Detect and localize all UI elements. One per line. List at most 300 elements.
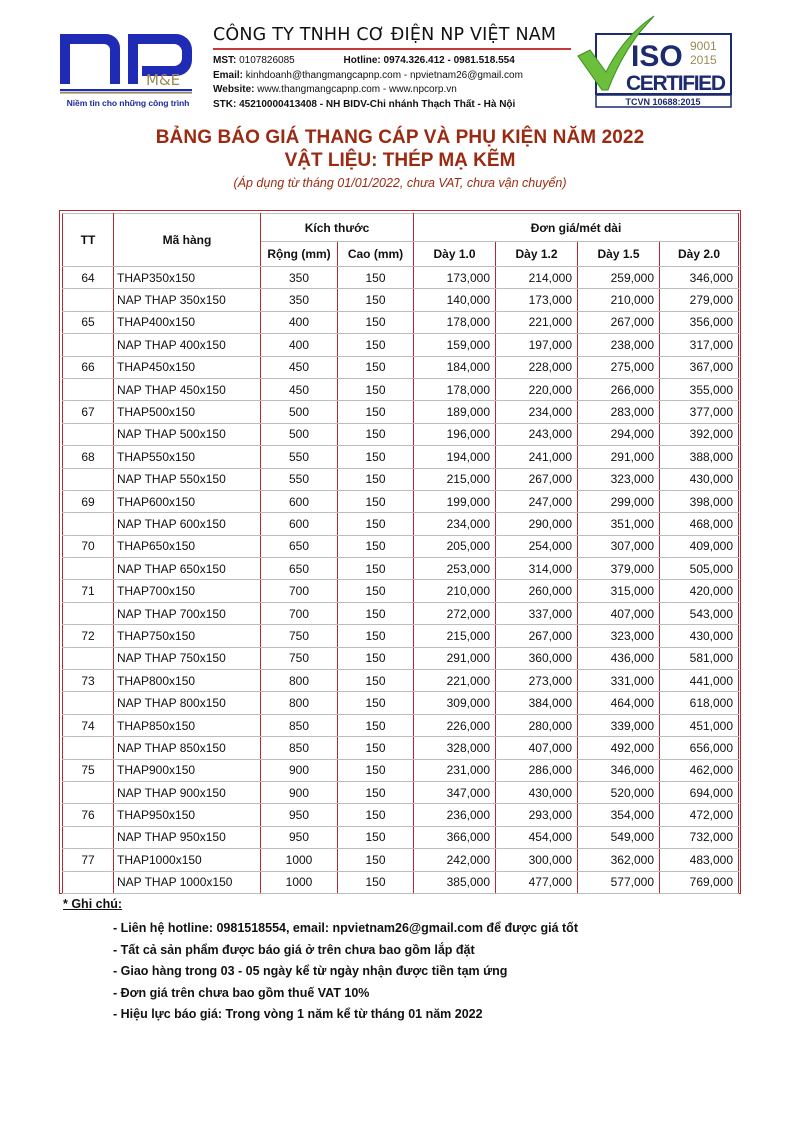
height-mm: 150	[338, 737, 414, 759]
product-code: THAP450x150	[114, 356, 261, 378]
row-number: 77	[63, 849, 114, 871]
product-code: THAP350x150	[114, 267, 261, 289]
note-item: - Hiệu lực báo giá: Trong vòng 1 năm kể từ tháng 01 năm 2022	[113, 1007, 483, 1022]
price-1-2: 214,000	[496, 267, 578, 289]
price-2-0: 317,000	[660, 334, 739, 356]
price-1-0: 215,000	[414, 625, 496, 647]
price-1-2: 267,000	[496, 468, 578, 490]
price-2-0: 392,000	[660, 423, 739, 445]
price-1-2: 220,000	[496, 378, 578, 400]
header-tt: TT	[63, 214, 114, 267]
table-row	[63, 737, 739, 759]
width-mm: 800	[261, 670, 338, 692]
width-mm: 750	[261, 647, 338, 669]
price-1-2: 197,000	[496, 334, 578, 356]
note-item: - Giao hàng trong 03 - 05 ngày kể từ ngày nhận được tiền tạm ứng	[113, 964, 508, 979]
width-mm: 700	[261, 602, 338, 624]
header-thickness-1-5: Dày 1.5	[578, 242, 660, 267]
width-mm: 350	[261, 289, 338, 311]
width-mm: 500	[261, 423, 338, 445]
width-mm: 700	[261, 580, 338, 602]
header-thickness-2-0: Dày 2.0	[660, 242, 739, 267]
price-2-0: 430,000	[660, 468, 739, 490]
width-mm: 1000	[261, 871, 338, 893]
product-code: NAP THAP 600x150	[114, 513, 261, 535]
price-1-5: 210,000	[578, 289, 660, 311]
row-number: 68	[63, 446, 114, 468]
table-row	[63, 692, 739, 714]
product-code: NAP THAP 550x150	[114, 468, 261, 490]
price-1-0: 199,000	[414, 490, 496, 512]
height-mm: 150	[338, 535, 414, 557]
table-row	[63, 490, 739, 512]
price-2-0: 355,000	[660, 378, 739, 400]
height-mm: 150	[338, 804, 414, 826]
mst-label: MST:	[213, 55, 237, 66]
price-1-2: 300,000	[496, 849, 578, 871]
product-code: THAP900x150	[114, 759, 261, 781]
notes-title: * Ghi chú:	[63, 897, 123, 911]
table-header-row	[63, 214, 739, 242]
row-number	[63, 602, 114, 624]
price-1-2: 407,000	[496, 737, 578, 759]
table-row	[63, 670, 739, 692]
height-mm: 150	[338, 423, 414, 445]
price-1-5: 346,000	[578, 759, 660, 781]
product-code: NAP THAP 750x150	[114, 647, 261, 669]
price-2-0: 543,000	[660, 602, 739, 624]
website-label: Website:	[213, 84, 255, 96]
svg-text:9001: 9001	[690, 39, 717, 53]
header-code: Mã hàng	[114, 214, 261, 267]
price-1-0: 210,000	[414, 580, 496, 602]
row-number: 67	[63, 401, 114, 423]
height-mm: 150	[338, 378, 414, 400]
table-row	[63, 647, 739, 669]
price-1-0: 196,000	[414, 423, 496, 445]
price-1-5: 549,000	[578, 826, 660, 848]
width-mm: 900	[261, 781, 338, 803]
table-row	[63, 849, 739, 871]
header-height: Cao (mm)	[338, 242, 414, 267]
price-1-5: 577,000	[578, 871, 660, 893]
price-1-0: 140,000	[414, 289, 496, 311]
product-code: THAP400x150	[114, 311, 261, 333]
width-mm: 950	[261, 804, 338, 826]
np-logo-mark-icon	[58, 28, 198, 96]
row-number: 72	[63, 625, 114, 647]
product-code: THAP700x150	[114, 580, 261, 602]
price-1-0: 226,000	[414, 714, 496, 736]
price-1-5: 283,000	[578, 401, 660, 423]
row-number	[63, 558, 114, 580]
price-1-5: 331,000	[578, 670, 660, 692]
price-1-0: 385,000	[414, 871, 496, 893]
price-2-0: 451,000	[660, 714, 739, 736]
row-number	[63, 737, 114, 759]
price-2-0: 420,000	[660, 580, 739, 602]
height-mm: 150	[338, 267, 414, 289]
product-code: THAP500x150	[114, 401, 261, 423]
table-row	[63, 826, 739, 848]
height-mm: 150	[338, 670, 414, 692]
table-row	[63, 446, 739, 468]
table-row	[63, 378, 739, 400]
email-value[interactable]: kinhdoanh@thangmangcapnp.com - npvietnam26@gmail.com	[245, 69, 523, 81]
price-1-2: 314,000	[496, 558, 578, 580]
price-1-2: 273,000	[496, 670, 578, 692]
website-line	[213, 83, 573, 98]
height-mm: 150	[338, 781, 414, 803]
row-number: 73	[63, 670, 114, 692]
product-code: THAP950x150	[114, 804, 261, 826]
height-mm: 150	[338, 849, 414, 871]
price-1-0: 366,000	[414, 826, 496, 848]
price-1-0: 234,000	[414, 513, 496, 535]
product-code: NAP THAP 700x150	[114, 602, 261, 624]
height-mm: 150	[338, 602, 414, 624]
price-1-2: 228,000	[496, 356, 578, 378]
height-mm: 150	[338, 289, 414, 311]
table-row	[63, 781, 739, 803]
hotline-label: Hotline:	[343, 55, 381, 66]
table-row	[63, 602, 739, 624]
row-number: 69	[63, 490, 114, 512]
price-1-5: 339,000	[578, 714, 660, 736]
svg-text:M&E: M&E	[146, 71, 181, 89]
table-row	[63, 513, 739, 535]
price-1-5: 436,000	[578, 647, 660, 669]
height-mm: 150	[338, 513, 414, 535]
price-1-2: 477,000	[496, 871, 578, 893]
price-1-5: 520,000	[578, 781, 660, 803]
price-2-0: 581,000	[660, 647, 739, 669]
height-mm: 150	[338, 692, 414, 714]
mst-value: 0107826085	[239, 55, 295, 66]
price-1-0: 236,000	[414, 804, 496, 826]
price-1-2: 221,000	[496, 311, 578, 333]
price-1-2: 173,000	[496, 289, 578, 311]
table-row	[63, 535, 739, 557]
row-number	[63, 692, 114, 714]
product-code: NAP THAP 900x150	[114, 781, 261, 803]
height-mm: 150	[338, 446, 414, 468]
product-code: THAP1000x150	[114, 849, 261, 871]
price-1-5: 323,000	[578, 468, 660, 490]
price-2-0: 694,000	[660, 781, 739, 803]
svg-text:ISO: ISO	[631, 40, 683, 73]
price-2-0: 377,000	[660, 401, 739, 423]
price-2-0: 388,000	[660, 446, 739, 468]
width-mm: 600	[261, 490, 338, 512]
price-1-2: 280,000	[496, 714, 578, 736]
price-1-0: 194,000	[414, 446, 496, 468]
price-1-5: 267,000	[578, 311, 660, 333]
height-mm: 150	[338, 871, 414, 893]
width-mm: 1000	[261, 849, 338, 871]
table-row	[63, 423, 739, 445]
width-mm: 550	[261, 446, 338, 468]
height-mm: 150	[338, 580, 414, 602]
price-1-2: 290,000	[496, 513, 578, 535]
email-line	[213, 69, 573, 84]
width-mm: 400	[261, 334, 338, 356]
width-mm: 750	[261, 625, 338, 647]
price-2-0: 398,000	[660, 490, 739, 512]
price-1-2: 454,000	[496, 826, 578, 848]
price-1-2: 241,000	[496, 446, 578, 468]
note-item: - Tất cả sản phẩm được báo giá ở trên chưa bao gồm lắp đặt	[113, 942, 475, 957]
price-1-5: 362,000	[578, 849, 660, 871]
product-code: THAP750x150	[114, 625, 261, 647]
height-mm: 150	[338, 311, 414, 333]
price-2-0: 505,000	[660, 558, 739, 580]
price-1-5: 492,000	[578, 737, 660, 759]
email-label: Email:	[213, 69, 244, 81]
width-mm: 950	[261, 826, 338, 848]
row-number	[63, 871, 114, 893]
price-2-0: 356,000	[660, 311, 739, 333]
table-row	[63, 558, 739, 580]
width-mm: 600	[261, 513, 338, 535]
height-mm: 150	[338, 714, 414, 736]
price-1-2: 384,000	[496, 692, 578, 714]
price-2-0: 462,000	[660, 759, 739, 781]
height-mm: 150	[338, 334, 414, 356]
price-1-5: 259,000	[578, 267, 660, 289]
price-table-frame	[59, 210, 741, 894]
price-1-0: 291,000	[414, 647, 496, 669]
height-mm: 150	[338, 468, 414, 490]
price-1-2: 260,000	[496, 580, 578, 602]
product-code: THAP550x150	[114, 446, 261, 468]
iso-checkmark-icon	[576, 14, 736, 109]
width-mm: 650	[261, 535, 338, 557]
row-number	[63, 781, 114, 803]
document-title: BẢNG BÁO GIÁ THANG CÁP VÀ PHỤ KIỆN NĂM 2022	[155, 127, 645, 148]
price-1-0: 309,000	[414, 692, 496, 714]
bank-account-line	[213, 98, 573, 113]
height-mm: 150	[338, 625, 414, 647]
price-2-0: 409,000	[660, 535, 739, 557]
hotline-value: 0974.326.412 - 0981.518.554	[383, 55, 515, 66]
price-1-5: 379,000	[578, 558, 660, 580]
row-number: 66	[63, 356, 114, 378]
width-mm: 850	[261, 737, 338, 759]
price-2-0: 472,000	[660, 804, 739, 826]
product-code: NAP THAP 1000x150	[114, 871, 261, 893]
price-1-0: 253,000	[414, 558, 496, 580]
price-2-0: 468,000	[660, 513, 739, 535]
svg-text:CERTIFIED: CERTIFIED	[626, 72, 726, 95]
price-1-2: 430,000	[496, 781, 578, 803]
width-mm: 500	[261, 401, 338, 423]
price-1-5: 238,000	[578, 334, 660, 356]
price-1-0: 221,000	[414, 670, 496, 692]
row-number: 74	[63, 714, 114, 736]
table-row	[63, 401, 739, 423]
row-number: 65	[63, 311, 114, 333]
table-row	[63, 714, 739, 736]
header-size-group: Kích thước	[261, 214, 414, 242]
price-1-5: 294,000	[578, 423, 660, 445]
width-mm: 900	[261, 759, 338, 781]
price-1-0: 184,000	[414, 356, 496, 378]
row-number: 76	[63, 804, 114, 826]
price-1-2: 247,000	[496, 490, 578, 512]
price-1-0: 231,000	[414, 759, 496, 781]
price-2-0: 367,000	[660, 356, 739, 378]
height-mm: 150	[338, 558, 414, 580]
price-1-5: 351,000	[578, 513, 660, 535]
height-mm: 150	[338, 647, 414, 669]
price-2-0: 769,000	[660, 871, 739, 893]
price-1-2: 286,000	[496, 759, 578, 781]
svg-text:TCVN 10688:2015: TCVN 10688:2015	[625, 97, 701, 107]
row-number: 71	[63, 580, 114, 602]
price-1-5: 407,000	[578, 602, 660, 624]
table-row	[63, 289, 739, 311]
product-code: NAP THAP 400x150	[114, 334, 261, 356]
header-thickness-1-0: Dày 1.0	[414, 242, 496, 267]
price-1-5: 323,000	[578, 625, 660, 647]
width-mm: 450	[261, 378, 338, 400]
material-title: VẬT LIỆU: THÉP MẠ KẼM	[284, 150, 516, 171]
height-mm: 150	[338, 759, 414, 781]
price-1-0: 272,000	[414, 602, 496, 624]
table-row	[63, 804, 739, 826]
row-number	[63, 423, 114, 445]
price-1-2: 337,000	[496, 602, 578, 624]
price-1-5: 291,000	[578, 446, 660, 468]
website-value[interactable]: www.thangmangcapnp.com - www.npcorp.vn	[257, 84, 457, 96]
width-mm: 550	[261, 468, 338, 490]
product-code: NAP THAP 450x150	[114, 378, 261, 400]
note-item: - Đơn giá trên chưa bao gồm thuế VAT 10%	[113, 985, 370, 1000]
product-code: THAP850x150	[114, 714, 261, 736]
table-row	[63, 759, 739, 781]
price-2-0: 618,000	[660, 692, 739, 714]
table-row	[63, 356, 739, 378]
row-number: 64	[63, 267, 114, 289]
price-2-0: 656,000	[660, 737, 739, 759]
price-2-0: 346,000	[660, 267, 739, 289]
height-mm: 150	[338, 356, 414, 378]
table-row	[63, 625, 739, 647]
price-1-0: 242,000	[414, 849, 496, 871]
price-1-0: 347,000	[414, 781, 496, 803]
product-code: NAP THAP 800x150	[114, 692, 261, 714]
price-2-0: 483,000	[660, 849, 739, 871]
document-subtitle: (Áp dụng từ tháng 01/01/2022, chưa VAT, chưa vận chuyển)	[233, 176, 567, 190]
product-code: THAP650x150	[114, 535, 261, 557]
width-mm: 800	[261, 692, 338, 714]
product-code: NAP THAP 350x150	[114, 289, 261, 311]
price-1-0: 159,000	[414, 334, 496, 356]
height-mm: 150	[338, 826, 414, 848]
height-mm: 150	[338, 490, 414, 512]
price-1-0: 189,000	[414, 401, 496, 423]
iso-certified-badge	[576, 14, 736, 109]
price-1-5: 464,000	[578, 692, 660, 714]
price-1-5: 275,000	[578, 356, 660, 378]
product-code: NAP THAP 500x150	[114, 423, 261, 445]
bank-account-text: STK: 45210000413408 - NH BIDV-Chi nhánh Thạch Thất - Hà Nội	[213, 98, 516, 110]
row-number	[63, 826, 114, 848]
price-2-0: 441,000	[660, 670, 739, 692]
table-row	[63, 334, 739, 356]
row-number	[63, 513, 114, 535]
product-code: NAP THAP 850x150	[114, 737, 261, 759]
row-number	[63, 378, 114, 400]
row-number	[63, 647, 114, 669]
price-1-2: 360,000	[496, 647, 578, 669]
price-1-5: 266,000	[578, 378, 660, 400]
price-1-2: 234,000	[496, 401, 578, 423]
price-1-0: 328,000	[414, 737, 496, 759]
row-number	[63, 334, 114, 356]
table-row	[63, 468, 739, 490]
company-logo	[58, 28, 198, 113]
price-table	[62, 213, 739, 894]
header-width: Rộng (mm)	[261, 242, 338, 267]
tax-and-hotline-line	[213, 54, 573, 69]
price-1-0: 173,000	[414, 267, 496, 289]
company-info-block	[213, 25, 573, 112]
width-mm: 350	[261, 267, 338, 289]
width-mm: 850	[261, 714, 338, 736]
price-1-5: 315,000	[578, 580, 660, 602]
svg-text:2015: 2015	[690, 53, 717, 67]
table-row	[63, 580, 739, 602]
price-1-2: 243,000	[496, 423, 578, 445]
price-1-0: 215,000	[414, 468, 496, 490]
price-1-2: 267,000	[496, 625, 578, 647]
row-number	[63, 289, 114, 311]
header-price-group: Đơn giá/mét dài	[414, 214, 739, 242]
price-2-0: 279,000	[660, 289, 739, 311]
price-1-2: 254,000	[496, 535, 578, 557]
price-1-5: 299,000	[578, 490, 660, 512]
notes-list	[113, 918, 578, 1026]
header-thickness-1-2: Dày 1.2	[496, 242, 578, 267]
price-1-5: 307,000	[578, 535, 660, 557]
row-number: 70	[63, 535, 114, 557]
product-code: NAP THAP 950x150	[114, 826, 261, 848]
price-1-0: 178,000	[414, 311, 496, 333]
product-code: NAP THAP 650x150	[114, 558, 261, 580]
row-number: 75	[63, 759, 114, 781]
width-mm: 650	[261, 558, 338, 580]
company-name: CÔNG TY TNHH CƠ ĐIỆN NP VIỆT NAM	[213, 25, 571, 50]
price-1-2: 293,000	[496, 804, 578, 826]
height-mm: 150	[338, 401, 414, 423]
price-1-0: 205,000	[414, 535, 496, 557]
width-mm: 450	[261, 356, 338, 378]
price-1-0: 178,000	[414, 378, 496, 400]
price-2-0: 430,000	[660, 625, 739, 647]
row-number	[63, 468, 114, 490]
width-mm: 400	[261, 311, 338, 333]
price-2-0: 732,000	[660, 826, 739, 848]
note-item: - Liên hệ hotline: 0981518554, email: npvietnam26@gmail.com để được giá tốt	[113, 921, 578, 935]
table-row	[63, 311, 739, 333]
price-1-5: 354,000	[578, 804, 660, 826]
table-row	[63, 871, 739, 893]
logo-tagline: Niềm tin cho những công trình	[66, 98, 190, 108]
table-row	[63, 267, 739, 289]
product-code: THAP800x150	[114, 670, 261, 692]
